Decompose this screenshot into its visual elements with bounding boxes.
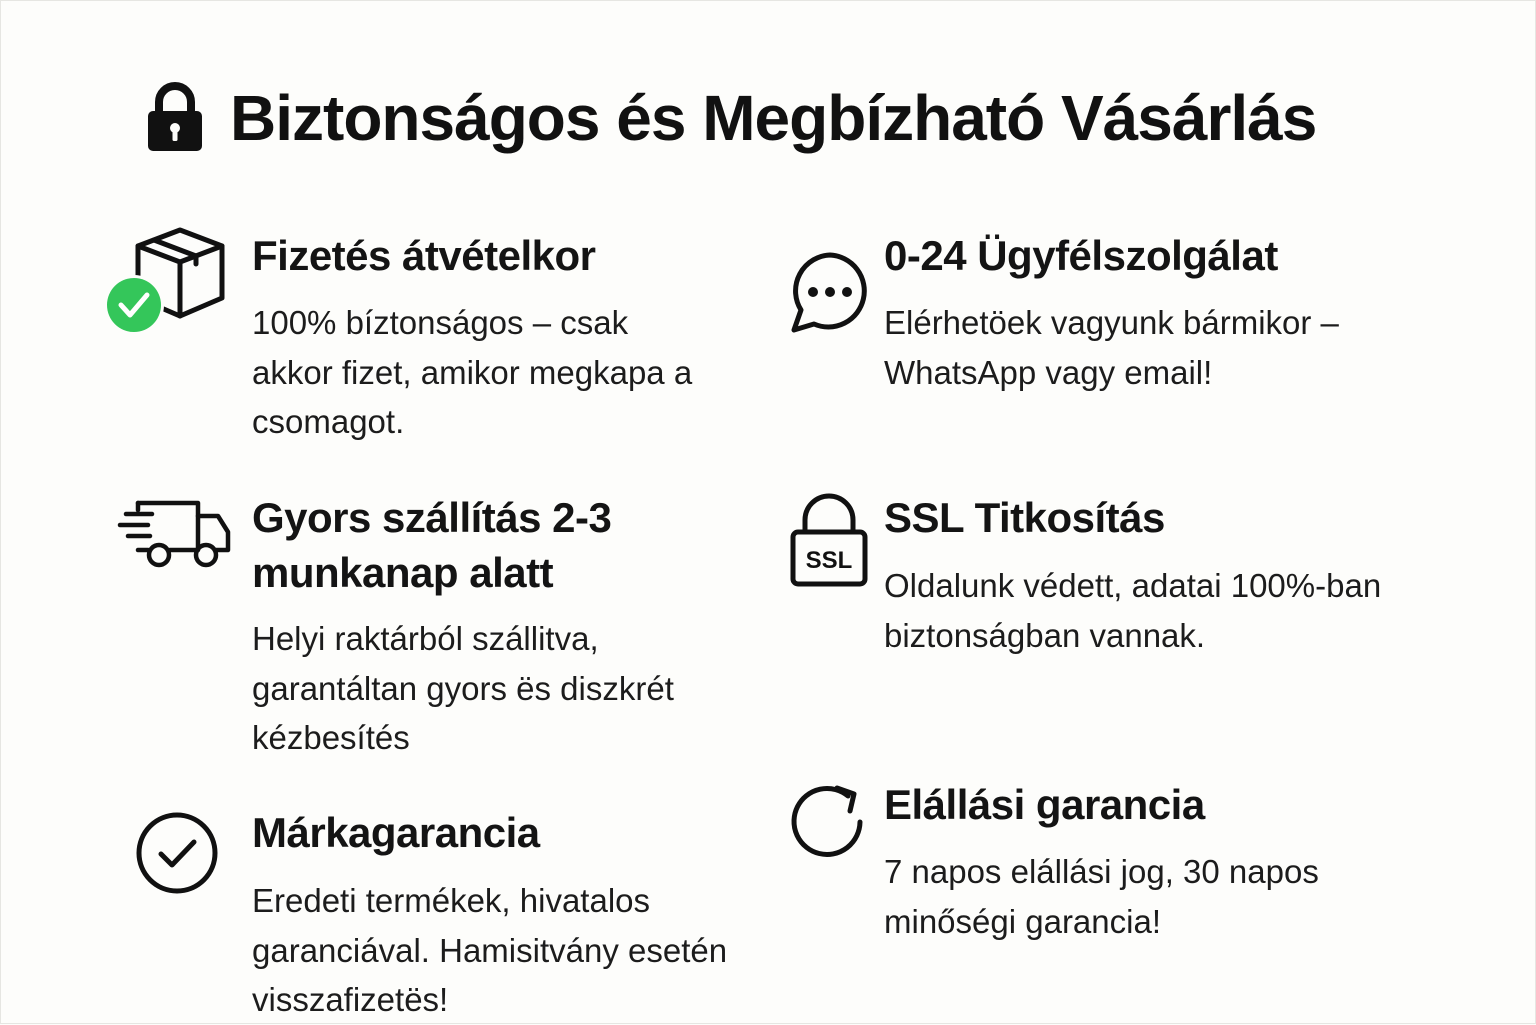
- ssl-lock-icon: [790, 494, 868, 588]
- feature-description: Elérhetöek vagyunk bármikor – WhatsApp vagy email!: [884, 304, 1339, 391]
- chat-bubble-icon: [788, 250, 872, 334]
- feature-title: SSL Titkosítás: [884, 494, 1165, 541]
- feature-title: Gyors szállítás 2-3 munkanap alatt: [252, 494, 612, 596]
- feature-title: Elállási garancia: [884, 781, 1205, 828]
- check-circle-icon: [136, 812, 218, 894]
- feature-title: 0-24 Ügyfélszolgálat: [884, 232, 1278, 279]
- page-header: [146, 78, 1316, 158]
- feature-title: Márkagarancia: [252, 809, 540, 856]
- feature-description: Helyi raktárból szállitva, garantáltan gyors ës diszkrét kézbesítés: [252, 620, 674, 756]
- feature-description: 7 napos elállási jog, 30 napos minőségi garancia!: [884, 853, 1319, 940]
- feature-title: Fizetés átvételkor: [252, 232, 596, 279]
- page-title: Biztonságos és Megbízható Vásárlás: [230, 82, 1317, 154]
- feature-description: Eredeti termékek, hivatalos garanciával. Hamisitvány esetén visszafizetës!: [252, 882, 728, 1018]
- ssl-badge-text: SSL: [805, 547, 853, 574]
- feature-description: 100% bíztonságos – csak akkor fizet, amikor megkapa a csomagot.: [252, 304, 693, 440]
- feature-description: Oldalunk védett, adatai 100%-ban biztonságban vannak.: [884, 567, 1382, 654]
- refresh-icon: [790, 782, 870, 862]
- check-badge: [107, 278, 161, 332]
- delivery-truck-icon: [118, 498, 232, 570]
- lock-icon: [146, 82, 204, 154]
- package-check-icon: [104, 226, 228, 338]
